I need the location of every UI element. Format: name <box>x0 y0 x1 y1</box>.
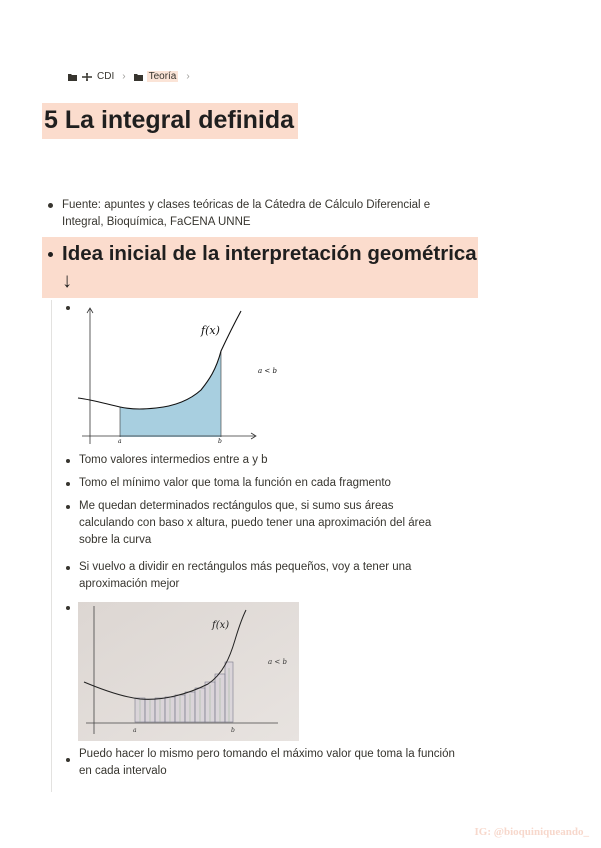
toggle-heading-text: Idea inicial de la interpretación geométrica ↓ <box>62 242 477 292</box>
watermark: IG: @bioquiniqueando_ <box>474 826 589 838</box>
breadcrumb-item-teoria[interactable] <box>132 70 181 83</box>
list-item: Si vuelvo a dividir en rectángulos más pequeños, voy a tener una aproximación mejor <box>66 559 451 593</box>
b-label: b <box>218 438 222 445</box>
bullet-icon <box>66 306 70 310</box>
folder-icon <box>68 73 77 81</box>
bullet-icon <box>66 606 70 610</box>
list-item: Puedo hacer lo mismo pero tomando el máximo valor que toma la función en cada intervalo <box>66 746 466 780</box>
toggle-indent-line <box>51 300 52 792</box>
function-label: f(x) <box>201 324 220 337</box>
bullet-icon <box>48 252 53 257</box>
breadcrumb-label-cdi: CDI <box>97 71 115 82</box>
chevron-right-icon: › <box>122 71 126 82</box>
toggle-heading[interactable] <box>42 237 478 298</box>
arrow-down-icon: ↓ <box>62 269 73 292</box>
figure-riemann-photo <box>78 602 299 741</box>
page-title: 5 La integral definida <box>42 103 298 139</box>
list-item: Tomo valores intermedios entre a y b <box>66 452 466 469</box>
shaded-area <box>120 351 221 437</box>
list-item: Tomo el mínimo valor que toma la función en cada fragmento <box>66 475 466 492</box>
breadcrumb-label-teoria: Teoría <box>148 71 177 82</box>
source-note <box>48 197 468 231</box>
a-label: a <box>133 727 137 734</box>
list-item: Me quedan determinados rectángulos que, si sumo sus áreas calculando con baso x altura, puedo tener una aproximación del área sobre la curva <box>66 498 451 549</box>
a-label: a <box>118 438 122 445</box>
breadcrumb <box>66 70 196 83</box>
breadcrumb-item-cdi[interactable] <box>66 70 116 83</box>
figure-integral-area <box>76 306 286 446</box>
math-icon <box>81 72 93 82</box>
condition-label: a < b <box>268 658 287 666</box>
condition-label: a < b <box>258 367 277 375</box>
bullet-icon <box>48 203 53 208</box>
b-label: b <box>231 727 235 734</box>
chevron-right-icon: › <box>186 71 190 82</box>
source-note-text: Fuente: apuntes y clases teóricas de la Cátedra de Cálculo Diferencial e Integral, Bioquímica, FaCENA UNNE <box>62 199 431 228</box>
function-label: f(x) <box>212 620 230 631</box>
folder-icon <box>134 73 143 81</box>
